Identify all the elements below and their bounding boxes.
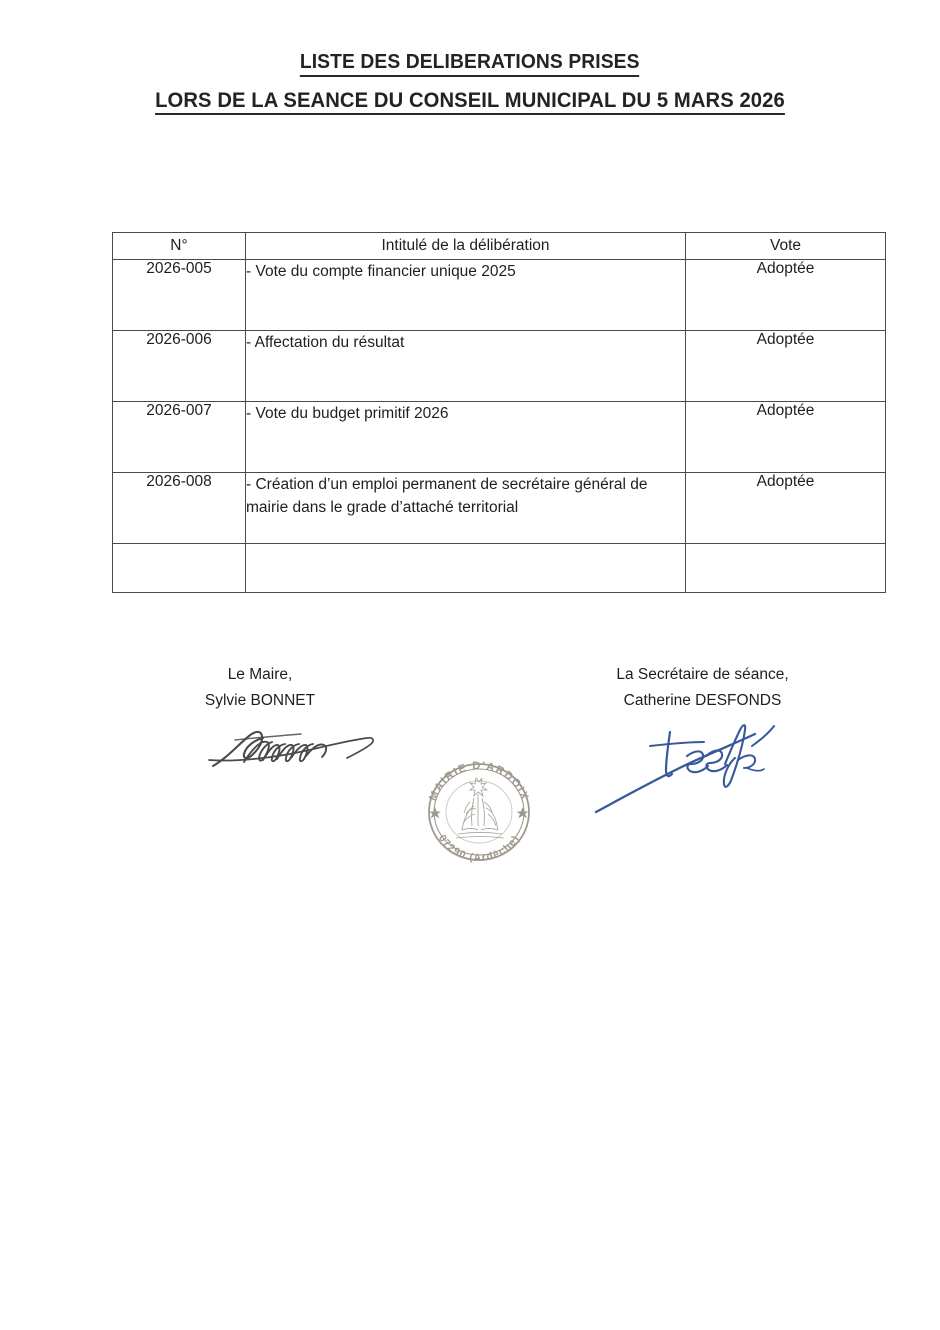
cell-spacer-subject (246, 544, 686, 593)
table-row (113, 402, 886, 473)
signature-block-mayor (160, 662, 360, 714)
stamp-top-text: MAIRIE D'ARDOIX (427, 759, 531, 803)
cell-subject: - Création d’un emploi permanent de secrétaire général de mairie dans le grade d’attaché territorial (246, 473, 686, 544)
table-body (113, 260, 886, 593)
cell-vote: Adoptée (686, 473, 886, 544)
cell-subject: - Vote du budget primitif 2026 (246, 402, 686, 473)
table-row-spacer (113, 544, 886, 593)
deliberations-table-container (112, 232, 885, 593)
stamp-star-left (429, 807, 441, 818)
stamp-star-right (517, 807, 529, 818)
table-row (113, 331, 886, 402)
signature-role-mayor: Le Maire, (227, 666, 293, 683)
table-row (113, 260, 886, 331)
table-header-row (113, 233, 886, 260)
cell-vote: Adoptée (686, 331, 886, 402)
table-row (113, 473, 886, 544)
cell-vote: Adoptée (686, 260, 886, 331)
signature-name-mayor: Sylvie BONNET (204, 692, 316, 709)
cell-number: 2026-006 (113, 331, 246, 402)
cell-number: 2026-005 (113, 260, 246, 331)
cell-number: 2026-007 (113, 402, 246, 473)
signature-block-secretary (595, 662, 810, 714)
column-header-vote: Vote (686, 233, 886, 260)
cell-subject: - Affectation du résultat (246, 331, 686, 402)
cell-spacer-vote (686, 544, 886, 593)
cell-number: 2026-008 (113, 473, 246, 544)
page-title-line-2 (0, 87, 940, 116)
cell-subject: - Vote du compte financier unique 2025 (246, 260, 686, 331)
page-title-line-1 (0, 52, 940, 77)
mayor-signature (205, 718, 380, 780)
document-header (0, 52, 940, 115)
stamp-bottom-text: 07290 (Ardèche) (435, 832, 523, 865)
page-title-line-2-text: LORS DE LA SEANCE DU CONSEIL MUNICIPAL DU 5 MARS 2026 (155, 90, 785, 116)
page-title-line-1-text: LISTE DES DELIBERATIONS PRISES (300, 52, 640, 77)
deliberations-table (112, 232, 886, 593)
cell-vote: Adoptée (686, 402, 886, 473)
table-header (113, 233, 886, 260)
stamp-marianne-emblem (456, 778, 504, 838)
cell-spacer-number (113, 544, 246, 593)
column-header-number: N° (113, 233, 246, 260)
secretary-signature (592, 712, 782, 822)
official-stamp (418, 752, 540, 870)
column-header-subject: Intitulé de la délibération (246, 233, 686, 260)
signature-name-secretary: Catherine DESFONDS (623, 692, 782, 709)
signature-role-secretary: La Secrétaire de séance, (616, 666, 789, 683)
